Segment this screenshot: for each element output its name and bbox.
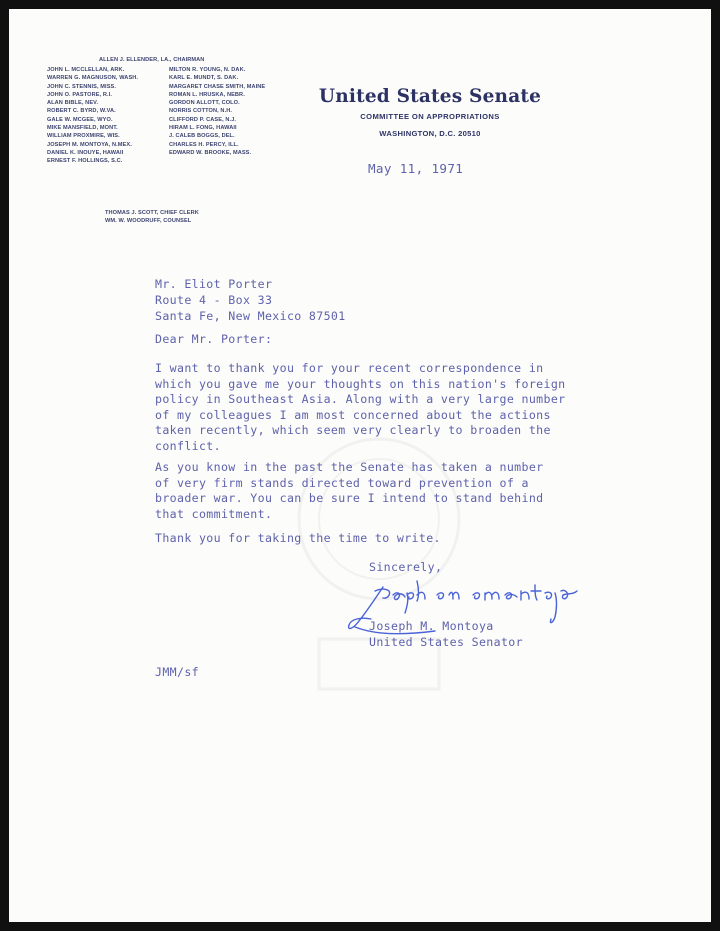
staff-name: WM. W. WOODRUFF, COUNSEL <box>105 218 192 225</box>
committee-staff <box>105 209 199 226</box>
senate-letterhead-title: United States Senate <box>318 86 542 107</box>
letterhead-address: WASHINGTON, D.C. 20510 <box>379 129 481 138</box>
signer-title: United States Senator <box>369 634 523 649</box>
member-name: MIKE MANSFIELD, MONT. <box>47 125 118 132</box>
body-line: conflict. <box>155 438 221 453</box>
staff-name: THOMAS J. SCOTT, CHIEF CLERK <box>105 210 199 216</box>
members-right-column <box>169 66 265 157</box>
member-name: ALAN BIBLE, NEV. <box>47 100 99 107</box>
member-name: HIRAM L. FONG, HAWAII <box>169 125 237 132</box>
member-name: JOHN C. STENNIS, MISS. <box>47 83 117 90</box>
member-name: CLIFFORD P. CASE, N.J. <box>169 116 237 123</box>
member-name: WILLIAM PROXMIRE, WIS. <box>47 133 120 140</box>
chairman-line: ALLEN J. ELLENDER, LA., CHAIRMAN <box>99 57 205 63</box>
body-paragraph-1 <box>155 361 565 455</box>
signer-name: Joseph M. Montoya <box>369 619 494 633</box>
body-line: broader war. You can be sure I intend to stand behind <box>155 491 544 506</box>
recipient-line: Santa Fe, New Mexico 87501 <box>155 309 346 323</box>
body-line: taken recently, which seem very clearly to broaden the <box>155 423 551 438</box>
letter-date: May 11, 1971 <box>368 161 464 176</box>
members-left-column <box>47 66 138 166</box>
member-name: NORRIS COTTON, N.H. <box>169 108 233 115</box>
body-paragraph-2 <box>155 460 544 522</box>
body-line: that commitment. <box>155 506 273 521</box>
member-name: CHARLES H. PERCY, ILL. <box>169 141 239 148</box>
signature-block <box>369 619 523 650</box>
closing: Sincerely, <box>369 560 443 574</box>
body-line: which you gave me your thoughts on this nation's foreign <box>155 376 566 391</box>
recipient-line: Mr. Eliot Porter <box>155 277 273 291</box>
member-name: ROMAN L. HRUSKA, NEBR. <box>169 91 245 98</box>
letter-page <box>9 9 711 922</box>
body-line: of my colleagues I am most concerned about the actions <box>155 407 551 422</box>
body-paragraph-3 <box>155 531 441 547</box>
salutation: Dear Mr. Porter: <box>155 332 273 346</box>
member-name: ROBERT C. BYRD, W.VA. <box>47 108 116 115</box>
member-name: JOHN O. PASTORE, R.I. <box>47 91 112 98</box>
recipient-line: Route 4 - Box 33 <box>155 293 273 307</box>
member-name: WARREN G. MAGNUSON, WASH. <box>47 75 139 82</box>
reference-initials: JMM/sf <box>155 665 199 679</box>
member-name: JOSEPH M. MONTOYA, N.MEX. <box>47 141 132 148</box>
recipient-address <box>155 276 346 324</box>
member-name: KARL E. MUNDT, S. DAK. <box>169 75 239 82</box>
member-name: DANIEL K. INOUYE, HAWAII <box>47 149 124 156</box>
member-name: MARGARET CHASE SMITH, MAINE <box>169 83 266 90</box>
body-line: policy in Southeast Asia. Along with a very large number <box>155 392 566 407</box>
member-name: JOHN L. MCCLELLAN, ARK. <box>47 67 125 73</box>
member-name: GORDON ALLOTT, COLO. <box>169 100 240 107</box>
member-name: ERNEST F. HOLLINGS, S.C. <box>47 158 123 165</box>
body-line: I want to thank you for your recent correspondence in <box>155 361 544 375</box>
member-name: EDWARD W. BROOKE, MASS. <box>169 149 252 156</box>
body-line: As you know in the past the Senate has taken a number <box>155 460 544 474</box>
body-line: of very firm stands directed toward prevention of a <box>155 475 529 490</box>
member-name: J. CALEB BOGGS, DEL. <box>169 133 235 140</box>
member-name: MILTON R. YOUNG, N. DAK. <box>169 67 246 73</box>
body-line: Thank you for taking the time to write. <box>155 531 441 545</box>
committee-name: COMMITTEE ON APPROPRIATIONS <box>360 112 500 121</box>
member-name: GALE W. MCGEE, WYO. <box>47 116 113 123</box>
